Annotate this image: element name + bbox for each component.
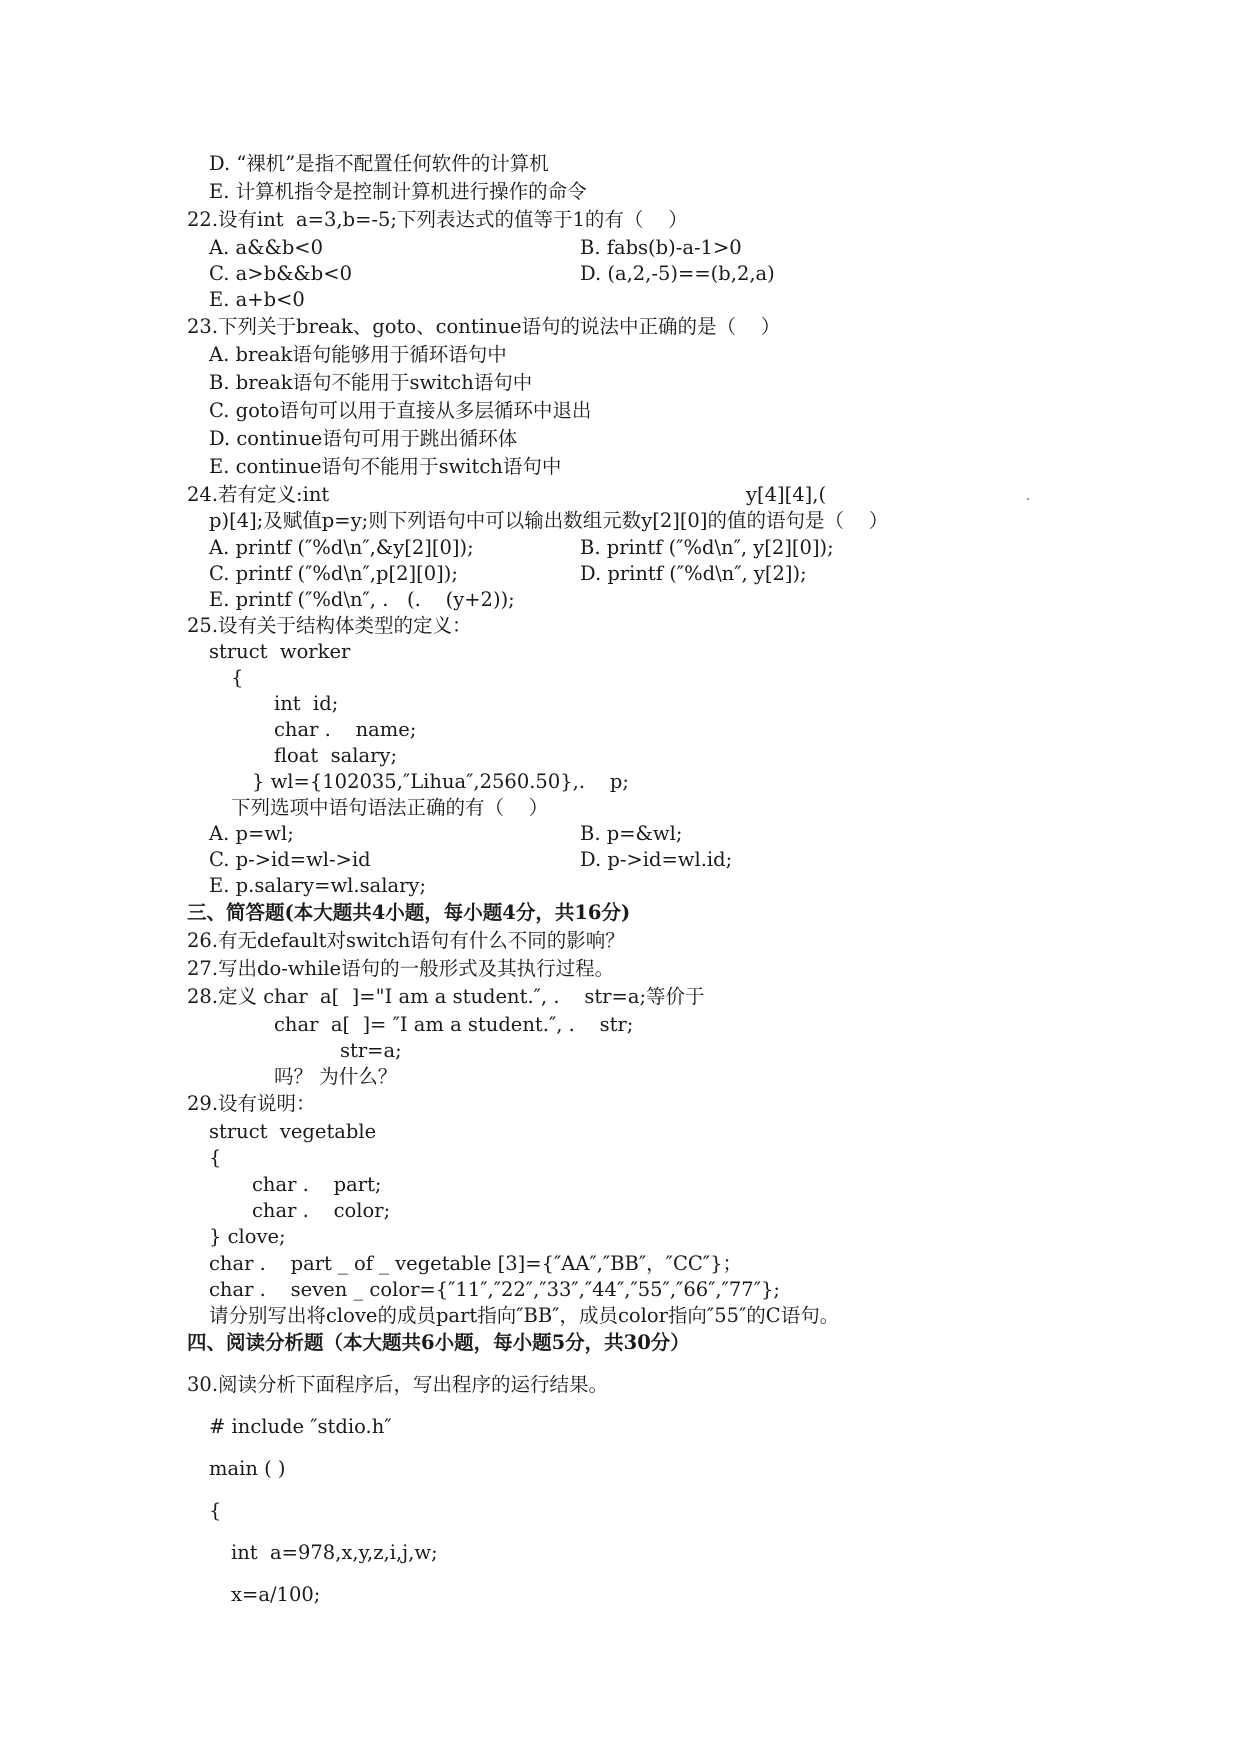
q25-code-line: { — [231, 666, 244, 689]
q25-stem: 25.设有关于结构体类型的定义： — [187, 614, 472, 637]
q23-option-b: B. break语句不能用于switch语句中 — [209, 371, 533, 394]
q24-option-c: C. printf (″%d\n″,p[2][0]); — [209, 562, 458, 585]
q23-stem: 23.下列关于break、goto、continue语句的说法中正确的是（ ） — [187, 315, 781, 338]
q22-option-b: B. fabs(b)-a-1>0 — [580, 236, 742, 259]
q29-code-line: char . color; — [252, 1199, 391, 1222]
q26-text: 26.有无default对switch语句有什么不同的影响？ — [187, 929, 625, 952]
q29-stem: 29.设有说明： — [187, 1092, 316, 1115]
q30-stem: 30.阅读分析下面程序后，写出程序的运行结果。 — [187, 1373, 609, 1396]
q23-option-d: D. continue语句可用于跳出循环体 — [209, 427, 518, 450]
q22-option-d: D. (a,2,-5)==(b,2,a) — [580, 262, 775, 285]
section3-heading: 三、简答题(本大题共4小题，每小题4分，共16分) — [187, 901, 631, 924]
q30-code-line: main ( ) — [209, 1457, 286, 1480]
q25-option-e: E. p.salary=wl.salary; — [209, 874, 427, 897]
q24-option-d: D. printf (″%d\n″, y[2]); — [580, 562, 807, 585]
q24-option-e: E. printf (″%d\n″, . (. (y+2)); — [209, 588, 515, 611]
q29-code-line: char . seven _ color={″11″,″22″,″33″,″44″,″55″,″66″,″77″}; — [209, 1278, 780, 1301]
q29-code-line: } clove; — [209, 1225, 286, 1248]
q28-line: 28.定义 char a[ ]="I am a student.″, . str=a;等价于 — [187, 985, 705, 1008]
q29-ask: 请分别写出将clove的成员part指向″BB″，成员color指向″55″的C语句。 — [209, 1304, 840, 1327]
q22-option-c: C. a>b&&b<0 — [209, 262, 353, 285]
q30-code-line: # include ″stdio.h″ — [209, 1415, 392, 1438]
section4-heading: 四、阅读分析题（本大题共6小题，每小题5分，共30分） — [187, 1331, 690, 1354]
q29-code-line: struct vegetable — [209, 1120, 377, 1143]
q27-text: 27.写出do-while语句的一般形式及其执行过程。 — [187, 957, 615, 980]
q30-code-line: x=a/100; — [231, 1583, 321, 1606]
q24-option-a: A. printf (″%d\n″,&y[2][0]); — [209, 536, 474, 559]
q25-code-line: char . name; — [274, 718, 417, 741]
q25-option-a: A. p=wl; — [209, 822, 294, 845]
q22-option-e: E. a+b<0 — [209, 288, 305, 311]
q30-code-line: int a=978,x,y,z,i,j,w; — [231, 1541, 438, 1564]
q21-option-e: E. 计算机指令是控制计算机进行操作的命令 — [209, 180, 587, 203]
q30-code-line: { — [209, 1499, 222, 1522]
q28-line: str=a; — [340, 1039, 402, 1062]
q29-code-line: { — [209, 1146, 222, 1169]
q23-option-e: E. continue语句不能用于switch语句中 — [209, 455, 562, 478]
q25-prompt: 下列选项中语句语法正确的有（ ） — [231, 796, 549, 819]
q28-line: char a[ ]= ″I am a student.″, . str; — [274, 1013, 634, 1036]
q25-code-line: float salary; — [274, 744, 398, 767]
q25-option-c: C. p->id=wl->id — [209, 848, 371, 871]
q21-option-d: D. “裸机”是指不配置任何软件的计算机 — [209, 152, 549, 175]
q22-option-a: A. a&&b<0 — [209, 236, 324, 259]
q24-stem-left: 24.若有定义:int — [187, 483, 330, 506]
q22-stem: 22.设有int a=3,b=-5;下列表达式的值等于1的有（ ） — [187, 208, 688, 231]
q24-option-b: B. printf (″%d\n″, y[2][0]); — [580, 536, 834, 559]
q24-stem-line2: p)[4];及赋值p=y;则下列语句中可以输出数组元数y[2][0]的值的语句是（ ） — [209, 509, 889, 532]
q29-code-line: char . part _ of _ vegetable [3]={″AA″,″BB″，″CC″}； — [209, 1252, 742, 1275]
q24-stem-right: y[4][4],( — [746, 483, 827, 506]
q25-option-d: D. p->id=wl.id; — [580, 848, 733, 871]
q23-option-a: A. break语句能够用于循环语句中 — [209, 343, 507, 366]
q28-line: 吗？ 为什么？ — [274, 1065, 398, 1088]
q25-code-line: struct worker — [209, 640, 351, 663]
q25-code-line: } wl={102035,″Lihua″,2560.50},. p; — [252, 770, 629, 793]
q23-option-c: C. goto语句可以用于直接从多层循环中退出 — [209, 399, 592, 422]
stray-dot — [1027, 498, 1029, 500]
q25-code-line: int id; — [274, 692, 339, 715]
q25-option-b: B. p=&wl; — [580, 822, 683, 845]
q29-code-line: char . part; — [252, 1173, 382, 1196]
